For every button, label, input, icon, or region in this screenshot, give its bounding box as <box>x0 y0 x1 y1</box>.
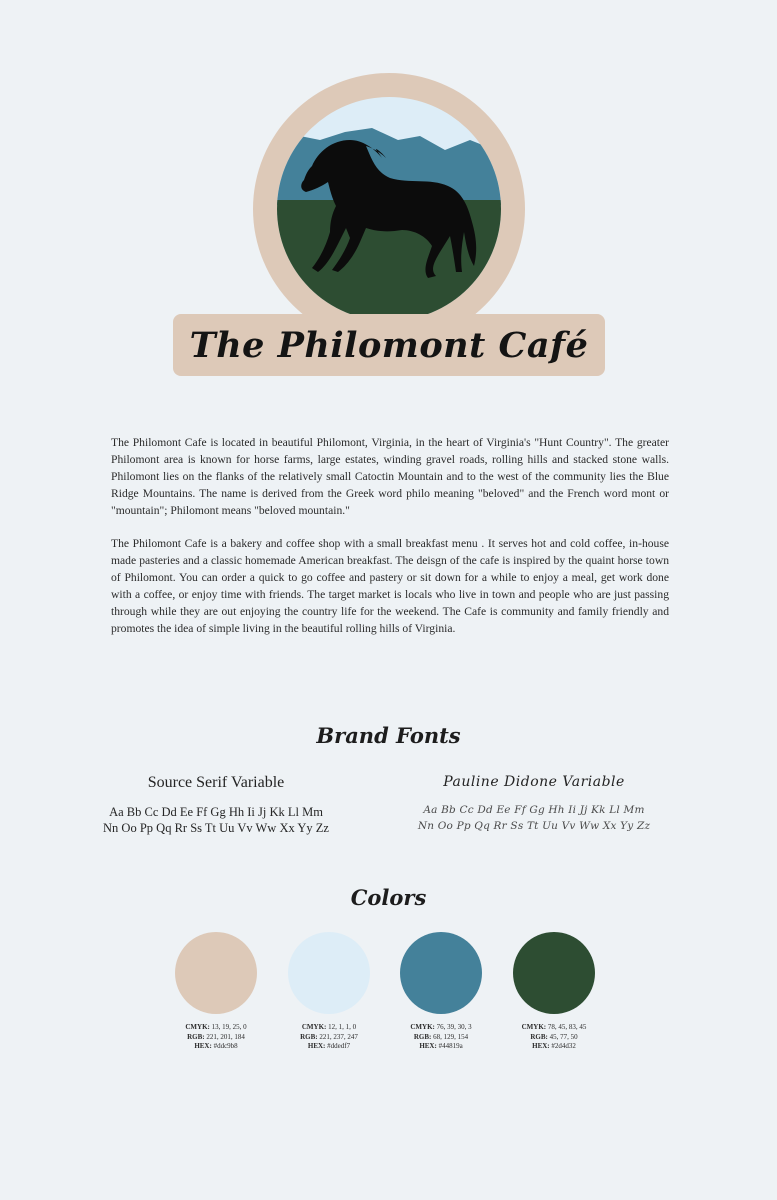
swatch-circle <box>513 932 595 1014</box>
font-sample-line: Aa Bb Cc Dd Ee Ff Gg Hh Ii Jj Kk Ll Mm <box>423 804 645 816</box>
logo <box>0 0 777 400</box>
cmyk-value: 78, 45, 83, 45 <box>547 1023 587 1031</box>
cmyk-value: 13, 19, 25, 0 <box>211 1023 247 1031</box>
description-paragraph: The Philomont Cafe is a bakery and coffee shop with a small breakfast menu . It serves hot and cold coffee, in-house made pasteries and a classic homemade American breakfast. The deisgn of the cafe is inspired by the quaint horse town of Philomont. You can order a quick to go coffee and pastery or sit down for a while to enjoy a meal, get work done with a coffee, or enjoy time with friends. The target market is locals who live in town and people who are just passing through while they are out enjoying the country life for the weekend. The Cafe is community and family friendly and promotes the idea of simple living in the beautiful rolling hills of Virginia. <box>111 537 669 635</box>
color-swatches <box>0 932 777 1062</box>
rgb-label: RGB: <box>413 1032 432 1041</box>
cmyk-label: CMYK: <box>185 1023 210 1031</box>
hex-value: #2d4d32 <box>551 1042 576 1050</box>
font-specimen-pauline-didone <box>384 774 684 834</box>
color-swatch <box>376 932 506 1052</box>
description <box>111 434 669 637</box>
swatch-info <box>264 1023 394 1052</box>
swatch-circle <box>400 932 482 1014</box>
color-swatch <box>264 932 394 1052</box>
brand-fonts-heading: Brand Fonts <box>316 723 461 748</box>
rgb-value: 221, 237, 247 <box>319 1032 358 1041</box>
color-swatch <box>151 932 281 1052</box>
hex-value: #ddedf7 <box>327 1042 351 1050</box>
swatch-info <box>151 1023 281 1052</box>
logo-title: The Philomont Café <box>189 324 589 366</box>
hex-label: HEX: <box>419 1042 437 1050</box>
hex-value: #ddc9b8 <box>213 1042 238 1050</box>
rgb-value: 68, 129, 154 <box>433 1032 469 1041</box>
font-name: Source Serif Variable <box>147 774 285 791</box>
cmyk-value: 76, 39, 30, 3 <box>436 1023 472 1031</box>
font-sample-line: Nn Oo Pp Qq Rr Ss Tt Uu Vv Ww Xx Yy Zz <box>103 821 329 835</box>
font-name: Pauline Didone Variable <box>443 774 625 790</box>
cmyk-label: CMYK: <box>521 1023 547 1031</box>
font-sample-line: Aa Bb Cc Dd Ee Ff Gg Hh Ii Jj Kk Ll Mm <box>109 805 323 819</box>
cmyk-label: CMYK: <box>410 1023 435 1031</box>
swatch-info <box>489 1023 619 1052</box>
hex-label: HEX: <box>532 1042 550 1050</box>
swatch-circle <box>288 932 370 1014</box>
colors-heading: Colors <box>350 885 427 910</box>
rgb-label: RGB: <box>530 1032 548 1041</box>
swatch-circle <box>175 932 257 1014</box>
hex-value: #44819a <box>438 1042 463 1050</box>
font-sample-line: Nn Oo Pp Qq Rr Ss Tt Uu Vv Ww Xx Yy Zz <box>417 820 651 832</box>
rgb-value: 45, 77, 50 <box>549 1032 578 1041</box>
cmyk-value: 12, 1, 1, 0 <box>328 1023 357 1031</box>
swatch-info <box>376 1023 506 1052</box>
hex-label: HEX: <box>194 1042 212 1050</box>
rgb-label: RGB: <box>187 1032 205 1041</box>
font-specimen-source-serif <box>66 774 366 836</box>
rgb-value: 221, 201, 184 <box>206 1032 245 1041</box>
rgb-label: RGB: <box>300 1032 318 1041</box>
hex-label: HEX: <box>307 1042 326 1050</box>
color-swatch <box>489 932 619 1052</box>
cmyk-label: CMYK: <box>301 1023 327 1031</box>
description-paragraph: The Philomont Cafe is located in beautiful Philomont, Virginia, in the heart of Virginia's "Hunt Country". The greater Philomont area is known for horse farms, large estates, winding gravel roads, rolling hills and stacked stone walls. Philomont lies on the flanks of the relatively small Catoctin Mountain and to the west of the community lies the Blue Ridge Mountains. The name is derived from the Greek word philo meaning "beloved" and the French word mont or "mountain"; Philomont means "beloved mountain." <box>111 436 669 517</box>
